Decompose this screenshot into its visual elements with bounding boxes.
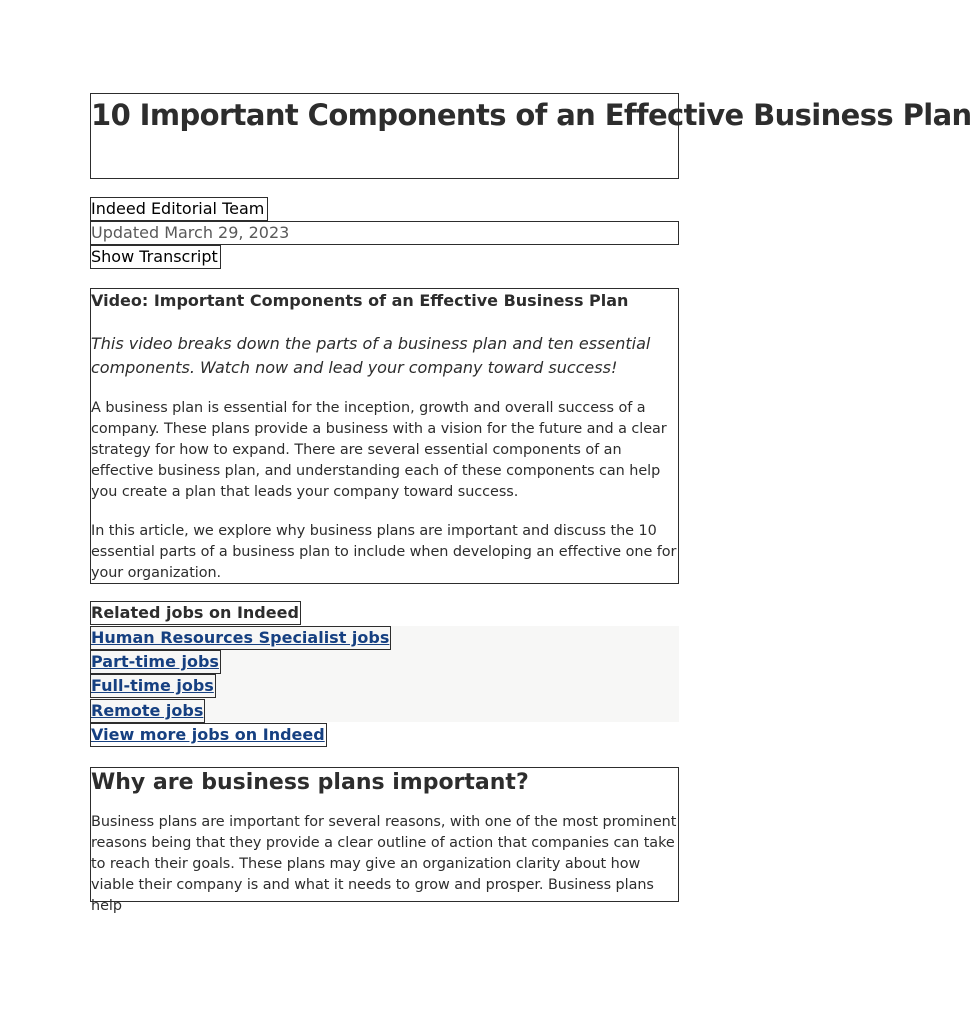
video-section xyxy=(90,288,679,584)
updated-date: Updated March 29, 2023 xyxy=(90,221,679,245)
video-intro: This video breaks down the parts of a business plan and ten essential components. Watch now and lead your company toward success! xyxy=(91,334,651,377)
intro-paragraph: In this article, we explore why business plans are important and discuss the 10 essential parts of a business plan to include when developing an effective one for your organization. xyxy=(91,523,677,581)
article-header xyxy=(90,93,972,179)
section-heading: Why are business plans important? xyxy=(91,770,529,795)
related-job-link[interactable]: Full-time jobs xyxy=(90,674,216,698)
related-job-link[interactable]: Remote jobs xyxy=(90,699,205,723)
author-name[interactable]: Indeed Editorial Team xyxy=(90,197,268,221)
related-job-link[interactable]: Part-time jobs xyxy=(90,650,221,674)
intro-paragraph: A business plan is essential for the inception, growth and overall success of a company. These plans provide a business with a vision for the future and a clear strategy for how to expand. There are several essential components of an effective business plan, and understanding each of these components can help you create a plan that leads your company toward success. xyxy=(91,400,667,500)
show-transcript-button[interactable]: Show Transcript xyxy=(90,245,221,269)
related-jobs-heading: Related jobs on Indeed xyxy=(90,601,301,625)
section-paragraph: Business plans are important for several reasons, with one of the most prominent reasons being that they provide a clear outline of action that companies can take to reach their goals. These plans may give an organization clarity about how viable their company is and what it needs to grow and prosper. Business plans help xyxy=(91,814,677,914)
related-job-link[interactable]: Human Resources Specialist jobs xyxy=(90,626,391,650)
video-heading: Video: Important Components of an Effective Business Plan xyxy=(91,291,629,310)
page-title: 10 Important Components of an Effective Business Plan xyxy=(91,98,972,132)
why-section xyxy=(90,767,679,914)
view-more-jobs-link[interactable]: View more jobs on Indeed xyxy=(90,723,327,747)
